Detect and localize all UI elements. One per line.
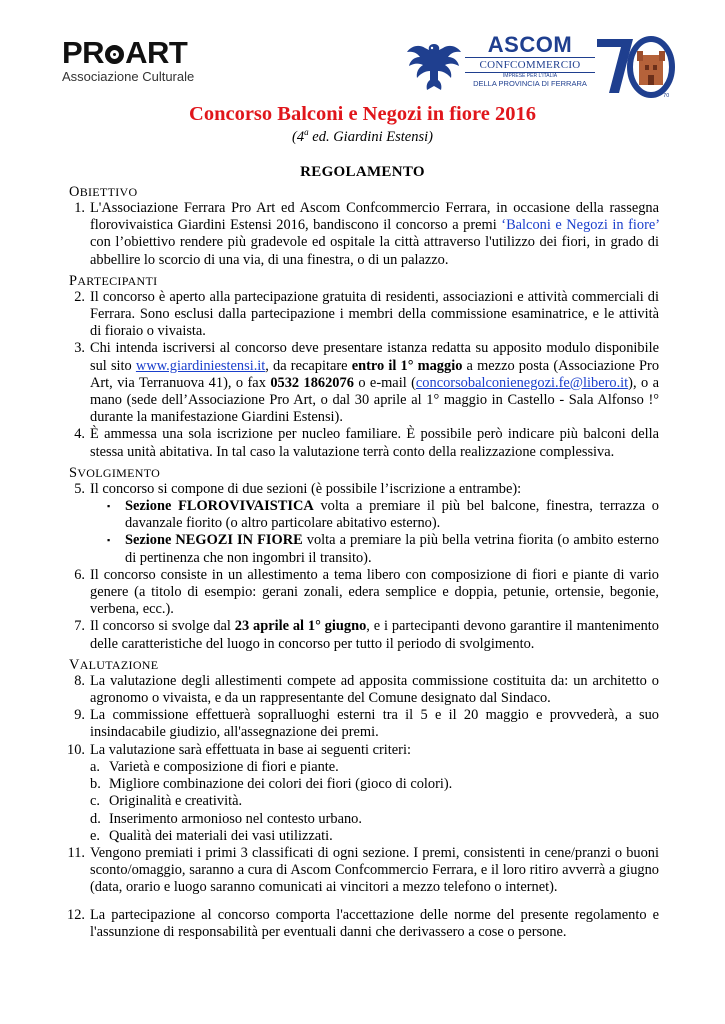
section-partecipanti: PARTECIPANTI <box>69 272 158 289</box>
criterion-b: b. Migliore combinazione dei colori dei fiori (gioco di colori). <box>90 776 453 793</box>
rule-9: 9. La commissione effettuerà sopralluoghi esterni tra il 5 e il 20 maggio e provvederà, a suo insindacabile giudizio, all'assegnazione dei premi. <box>74 707 659 741</box>
anniversary-70-logo <box>593 33 675 99</box>
ascom-province: DELLA PROVINCIA DI FERRARA <box>473 79 587 88</box>
proart-logo <box>62 35 212 88</box>
rule-6: 6. Il concorso consiste in un allestimento a tema libero con composizione di fiori e piante di vario genere (a titolo di esempio: gerani zonali, edera semplice e doppia, petunie, ortensie, begonie, verbena, ecc.). <box>74 566 659 618</box>
section-valutazione: VALUTAZIONE <box>69 656 159 673</box>
document-subtitle: (4$^a$ ed. Giardini Estensi) <box>292 127 433 145</box>
ascom-wordmark <box>465 33 595 89</box>
rule-10: 10. La valutazione sarà effettuata in base ai seguenti criteri: <box>67 741 411 758</box>
rule-3: 3. Chi intenda iscriversi al concorso deve presentare istanza redatta su apposito modulo disponibile sul sito www.giardiniestensi.it, da recapitare entro il 1° maggio a mezzo posta (Associazione Pro Art, via Terranuova 41), o fax 0532 1862076 o e-mail (concorsobalconienegozi.fe@libero.it), o a mano (sede dell’Associazione Pro Art, o dal 30 aprile al 1° maggio in Castello - Sala Alfonso !° durante la manifestazione Giardini Estensi). <box>74 340 660 426</box>
rule-12: 12. La partecipazione al concorso comporta l'accettazione delle norme del presente regolamento e l'assunzione di responsabilità per eventuali danni che derivassero a cose o persone. <box>67 906 659 940</box>
bullet-icon: ▪ <box>107 501 111 512</box>
section-svolgimento: SVOLGIMENTO <box>69 464 161 481</box>
rule-5: 5. Il concorso si compone di due sezioni (è possibile l’iscrizione a entrambe): <box>74 480 522 497</box>
document-title: Concorso Balconi e Negozi in fiore 2016 <box>189 103 536 125</box>
criterion-a: a. Varietà e composizione di fiori e piante. <box>90 758 339 775</box>
section-obiettivo: OBIETTIVO <box>69 184 138 200</box>
email-link[interactable]: concorsobalconienegozi.fe@libero.it <box>415 374 629 391</box>
rule-8: 8. La valutazione degli allestimenti compete ad apposita commissione costituita da: un architetto o agronomo o vivaista, e da un rappresentante del Comune designato dal Sindaco. <box>74 672 659 707</box>
rule-2: 2. Il concorso è aperto alla partecipazione gratuita di residenti, associazioni e attività commerciali di Ferrara. Sono esclusi dalla partecipazione i membri della commissione esaminatrice, e le attività di fioraio o vivaista. <box>74 288 659 340</box>
ascom-tagline: IMPRESE PER L'ITALIA <box>502 73 558 79</box>
ascom-confcommercio: CONFCOMMERCIO <box>465 57 595 73</box>
website-link[interactable]: www.giardiniestensi.it <box>135 357 266 374</box>
rule-4: 4. È ammessa una sola iscrizione per nucleo familiare. È possibile però indicare più balconi della stessa unità abitativa. In tal caso la valutazione terrà conto della realizzazione complessiva. <box>74 426 659 460</box>
eagle-icon <box>405 36 463 94</box>
bullet-icon: ▪ <box>107 535 111 546</box>
proart-subtitle: Associazione Culturale <box>62 69 195 84</box>
rule-7: 7. Il concorso si svolge dal 23 aprile al 1° giugno, e i partecipanti devono garantire il mantenimento delle caratteristiche del luogo in concorso per tutto il periodo di svolgimento. <box>74 618 659 652</box>
svg-text:70: 70 <box>663 93 670 99</box>
regolamento-heading: REGOLAMENTO <box>300 164 425 180</box>
criterion-d: d. Inserimento armonioso nel contesto urbano. <box>90 810 362 827</box>
bullet-floro: ▪ Sezione FLOROVIVAISTICA volta a premiare il più bel balcone, finestra, terrazza o davanzale fiorito (o altro particolare abitativo esterno). <box>107 498 660 532</box>
ascom-name: ASCOM <box>487 32 573 57</box>
contest-name: ‘Balconi e Negozi in fiore’ <box>501 217 659 234</box>
regulation-body <box>69 184 659 941</box>
ascom-logo <box>405 33 675 99</box>
proart-wordmark: PR ART <box>62 35 188 70</box>
criterion-e: e. Qualità dei materiali dei vasi utilizzati. <box>90 827 333 844</box>
rule-1: 1. L'Associazione Ferrara Pro Art ed Ascom Confcommercio Ferrara, in occasione della rassegna florovivaistica Giardini Estensi 2016, bandiscono il concorso a premi ‘Balconi e Negozi in fiore’ con l’obiettivo rendere più gradevole ed ospitale la città attraverso l'utilizzo dei fiori, in grado di abbellire lo scorcio di una via, di una finestra, o di un palazzo. <box>74 200 659 268</box>
bullet-negozi: ▪ Sezione NEGOZI IN FIORE volta a premiare la più bella vetrina fiorita (o ambito esterno di pertinenza che non ingombri il transito). <box>107 532 659 566</box>
criterion-c: c. Originalità e creatività. <box>90 793 243 810</box>
rule-11: 11. Vengono premiati i primi 3 classificati di ogni sezione. I premi, consistenti in cene/pranzi o buoni sconto/omaggio, saranno a cura di Ascom Confcommercio Ferrara, e il loro ritiro avverrà a giugno (data, orario e luogo saranno comunicati ai vincitori a mezzo telefono o internet). <box>67 844 659 896</box>
